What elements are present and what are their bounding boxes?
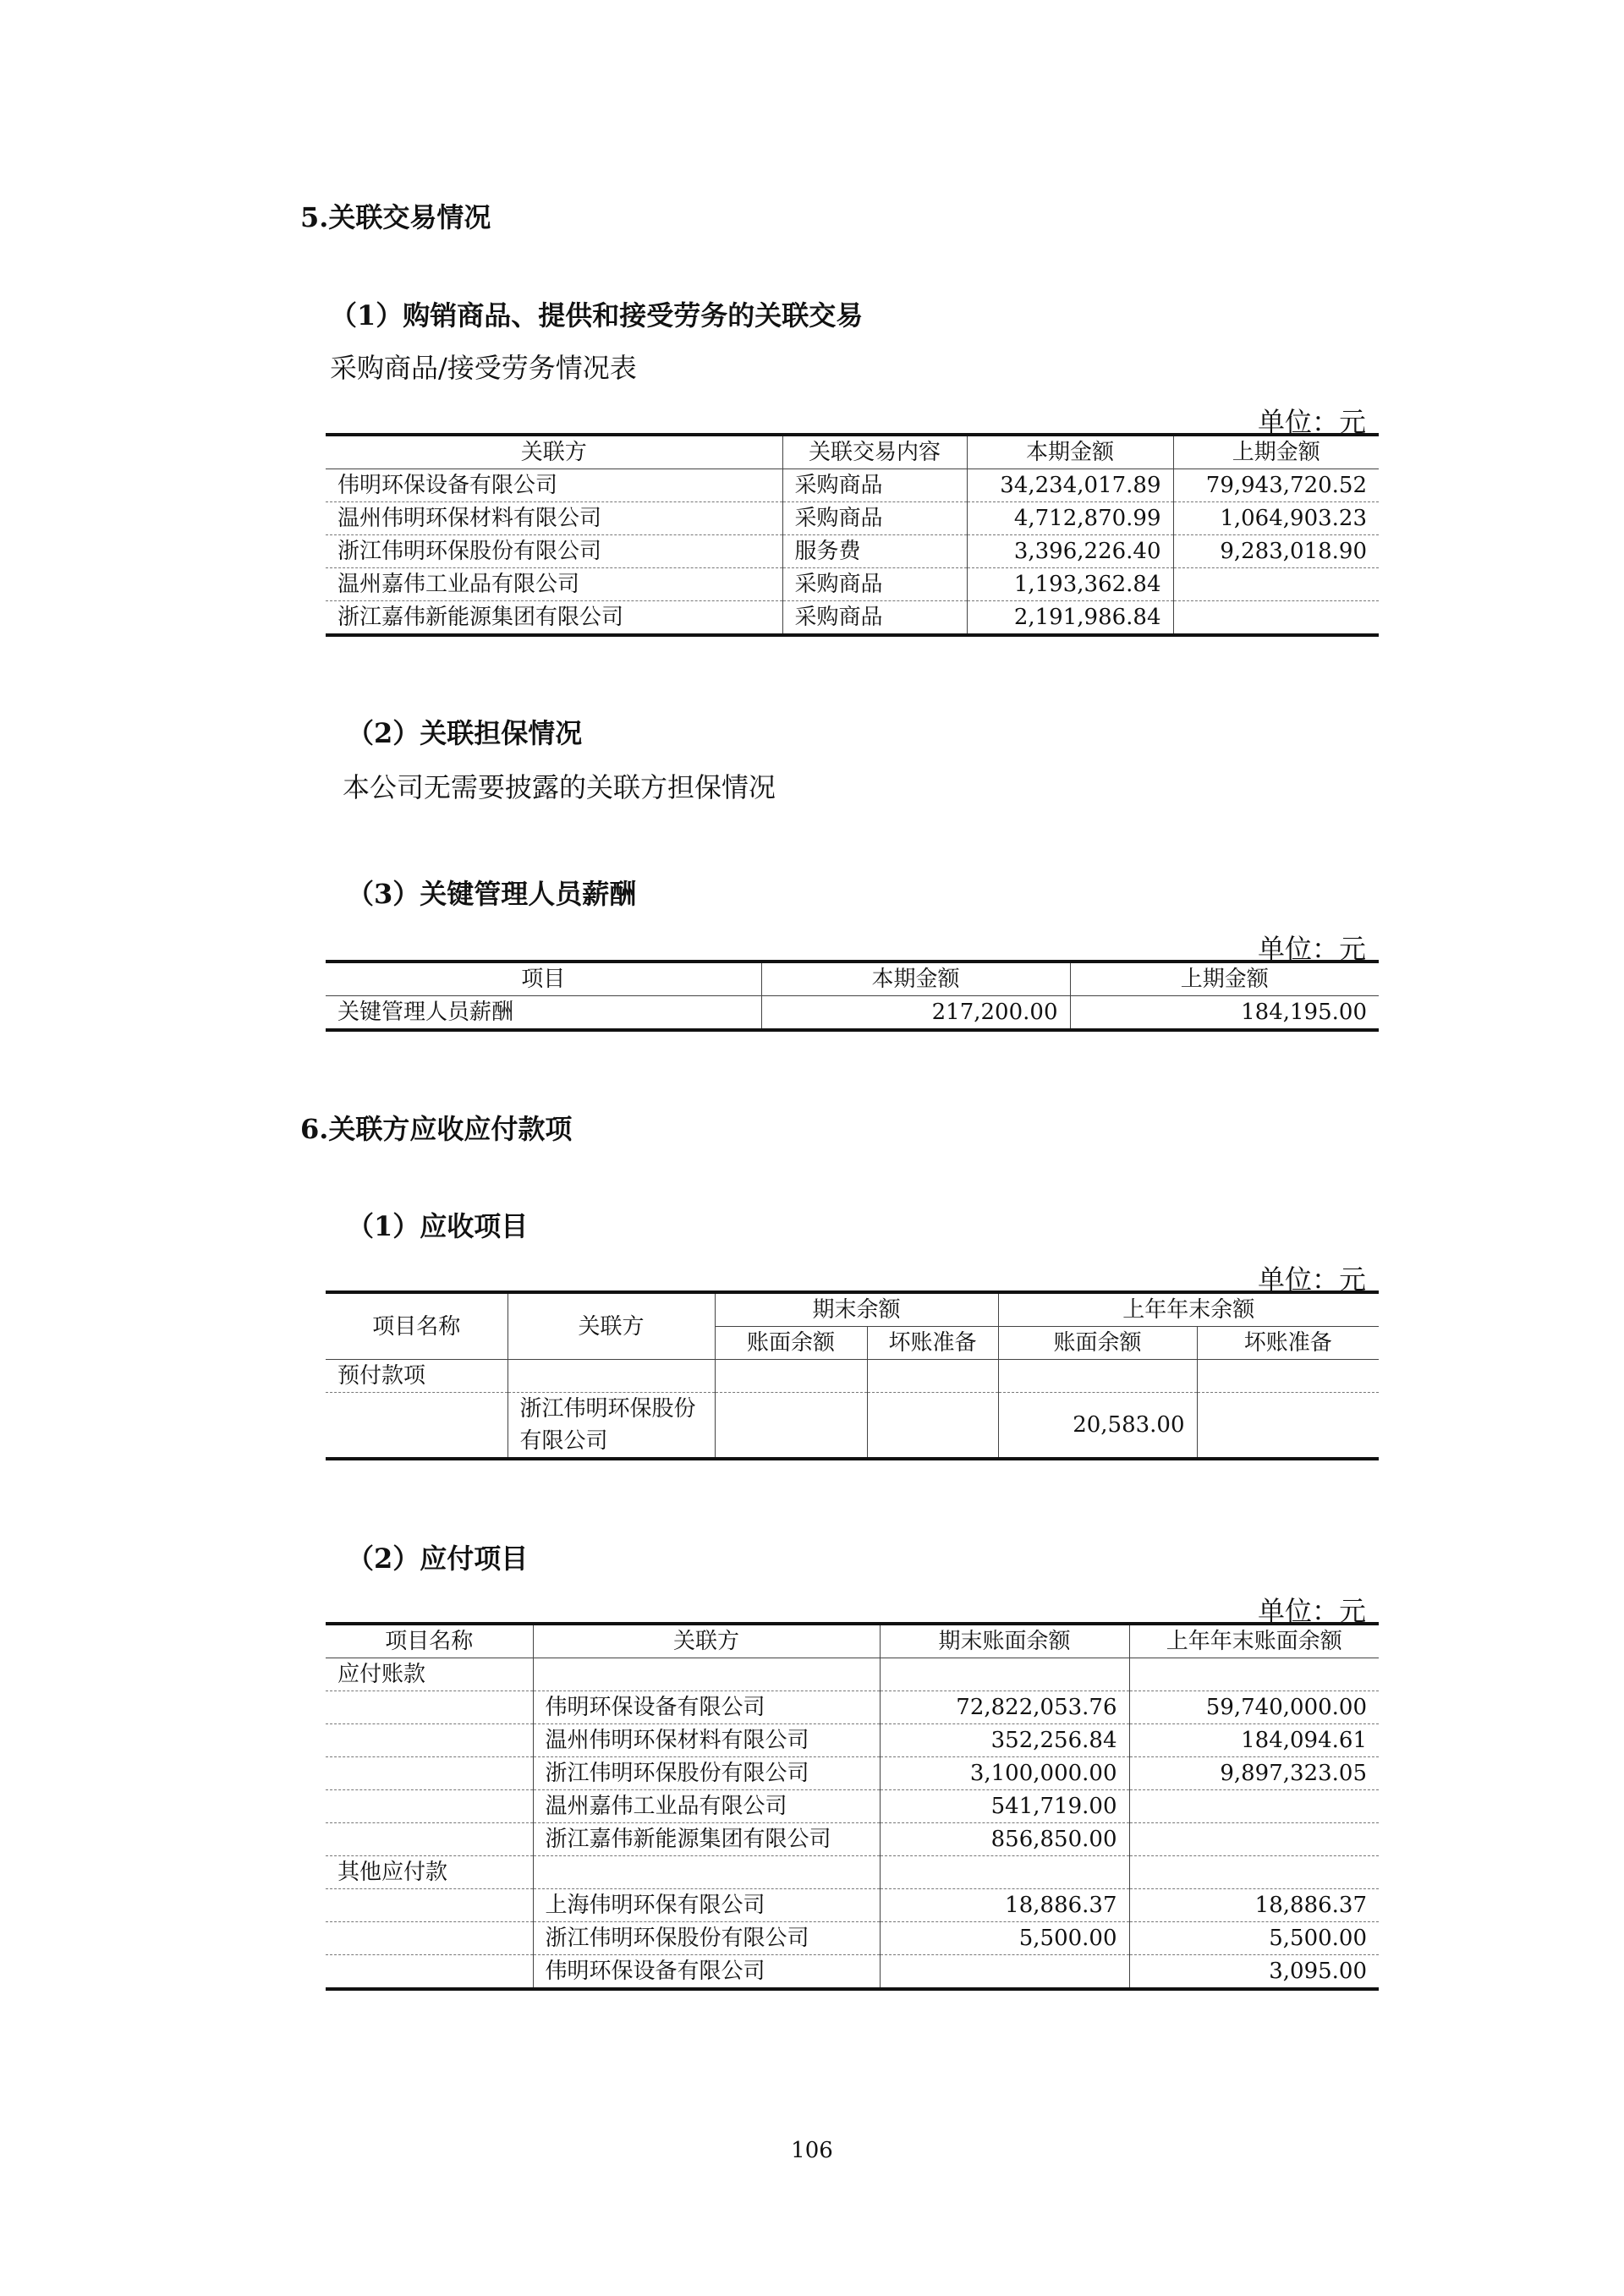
amount-cell xyxy=(1129,1658,1379,1691)
table-row xyxy=(326,469,1379,502)
section-5-2-title: （2）关联担保情况 xyxy=(347,717,583,749)
party-cell: 浙江嘉伟新能源集团有限公司 xyxy=(533,1823,880,1856)
amount-cell: 34,234,017.89 xyxy=(967,469,1173,502)
amount-cell: 9,283,018.90 xyxy=(1173,535,1379,568)
column-header: 账面余额 xyxy=(715,1327,867,1360)
column-header: 项目名称 xyxy=(326,1624,533,1658)
party-cell: 浙江伟明环保股份有限公司 xyxy=(326,535,782,568)
column-header: 本期金额 xyxy=(761,962,1070,996)
table-row xyxy=(326,996,1379,1031)
column-header: 关联方 xyxy=(533,1624,880,1658)
section-5-2-text: 本公司无需要披露的关联方担保情况 xyxy=(343,771,776,803)
amount-cell: 3,396,226.40 xyxy=(967,535,1173,568)
amount-cell: 184,094.61 xyxy=(1129,1724,1379,1757)
content-cell: 服务费 xyxy=(782,535,967,568)
table-row xyxy=(326,1691,1379,1724)
party-cell: 上海伟明环保有限公司 xyxy=(533,1889,880,1922)
content-cell: 采购商品 xyxy=(782,601,967,636)
party-cell: 温州嘉伟工业品有限公司 xyxy=(326,568,782,601)
party-cell: 温州嘉伟工业品有限公司 xyxy=(533,1790,880,1823)
amount-cell: 5,500.00 xyxy=(1129,1922,1379,1955)
amount-cell xyxy=(1129,1823,1379,1856)
table-row xyxy=(326,535,1379,568)
party-cell: 浙江嘉伟新能源集团有限公司 xyxy=(326,601,782,636)
column-header: 关联方 xyxy=(508,1292,715,1360)
party-cell: 浙江伟明环保股份有限公司 xyxy=(508,1393,715,1460)
section-5-3-title: （3）关键管理人员薪酬 xyxy=(347,878,637,910)
amount-cell: 3,100,000.00 xyxy=(880,1757,1129,1790)
salary-table xyxy=(326,960,1379,1032)
amount-cell: 856,850.00 xyxy=(880,1823,1129,1856)
amount-cell xyxy=(1173,601,1379,636)
amount-cell: 9,897,323.05 xyxy=(1129,1757,1379,1790)
table-row xyxy=(326,1922,1379,1955)
amount-cell xyxy=(715,1393,867,1460)
item-cell: 应付账款 xyxy=(326,1658,533,1691)
table-row xyxy=(326,1393,1379,1460)
amount-cell xyxy=(867,1360,998,1393)
column-header: 关联方 xyxy=(326,435,782,469)
amount-cell: 541,719.00 xyxy=(880,1790,1129,1823)
party-cell xyxy=(508,1360,715,1393)
item-cell xyxy=(326,1790,533,1823)
amount-cell xyxy=(1129,1790,1379,1823)
item-cell xyxy=(326,1757,533,1790)
party-cell: 伟明环保设备有限公司 xyxy=(533,1955,880,1990)
amount-cell: 59,740,000.00 xyxy=(1129,1691,1379,1724)
table-row xyxy=(326,1889,1379,1922)
column-header: 关联交易内容 xyxy=(782,435,967,469)
amount-cell xyxy=(1197,1360,1379,1393)
amount-cell xyxy=(880,1856,1129,1889)
table-row xyxy=(326,502,1379,535)
item-cell: 预付款项 xyxy=(326,1360,508,1393)
column-header: 项目名称 xyxy=(326,1292,508,1360)
section-5-1-title: （1）购销商品、提供和接受劳务的关联交易 xyxy=(330,299,864,332)
table-row xyxy=(326,1790,1379,1823)
purchase-table xyxy=(326,433,1379,637)
amount-cell xyxy=(1197,1393,1379,1460)
amount-cell: 18,886.37 xyxy=(880,1889,1129,1922)
payable-table xyxy=(326,1622,1379,1991)
unit-label: 单位：元 xyxy=(1257,406,1366,438)
amount-cell xyxy=(1129,1856,1379,1889)
item-cell xyxy=(326,1955,533,1990)
unit-label: 单位：元 xyxy=(1257,1595,1366,1627)
content-cell: 采购商品 xyxy=(782,502,967,535)
column-header: 坏账准备 xyxy=(1197,1327,1379,1360)
item-cell xyxy=(326,1922,533,1955)
unit-label: 单位：元 xyxy=(1257,1263,1366,1296)
page-number: 106 xyxy=(791,2138,833,2163)
party-cell: 伟明环保设备有限公司 xyxy=(533,1691,880,1724)
amount-cell xyxy=(867,1393,998,1460)
column-header: 项目 xyxy=(326,962,761,996)
amount-cell xyxy=(880,1658,1129,1691)
item-cell xyxy=(326,1889,533,1922)
section-5-1-caption: 采购商品/接受劳务情况表 xyxy=(330,352,637,384)
party-cell: 温州伟明环保材料有限公司 xyxy=(533,1724,880,1757)
column-header: 本期金额 xyxy=(967,435,1173,469)
amount-cell: 79,943,720.52 xyxy=(1173,469,1379,502)
table-row xyxy=(326,1856,1379,1889)
table-row xyxy=(326,1724,1379,1757)
amount-cell: 2,191,986.84 xyxy=(967,601,1173,636)
table-row xyxy=(326,1658,1379,1691)
table-row xyxy=(326,1757,1379,1790)
party-cell: 温州伟明环保材料有限公司 xyxy=(326,502,782,535)
column-header: 上期金额 xyxy=(1173,435,1379,469)
party-cell xyxy=(533,1658,880,1691)
amount-cell: 217,200.00 xyxy=(761,996,1070,1031)
table-row xyxy=(326,1360,1379,1393)
item-cell xyxy=(326,1691,533,1724)
table-row xyxy=(326,1955,1379,1990)
column-header: 期末余额 xyxy=(715,1292,998,1327)
amount-cell xyxy=(880,1955,1129,1990)
column-header: 坏账准备 xyxy=(867,1327,998,1360)
amount-cell: 72,822,053.76 xyxy=(880,1691,1129,1724)
column-header: 上年年末账面余额 xyxy=(1129,1624,1379,1658)
section-6-2-title: （2）应付项目 xyxy=(347,1543,529,1575)
item-cell: 其他应付款 xyxy=(326,1856,533,1889)
amount-cell: 18,886.37 xyxy=(1129,1889,1379,1922)
amount-cell: 3,095.00 xyxy=(1129,1955,1379,1990)
table-row xyxy=(326,1823,1379,1856)
item-cell xyxy=(326,1823,533,1856)
party-cell: 浙江伟明环保股份有限公司 xyxy=(533,1757,880,1790)
section-6-title: 6.关联方应收应付款项 xyxy=(300,1113,573,1145)
receivable-table xyxy=(326,1290,1379,1460)
amount-cell: 1,193,362.84 xyxy=(967,568,1173,601)
item-cell: 关键管理人员薪酬 xyxy=(326,996,761,1031)
content-cell: 采购商品 xyxy=(782,469,967,502)
amount-cell xyxy=(1173,568,1379,601)
content-cell: 采购商品 xyxy=(782,568,967,601)
table-row xyxy=(326,601,1379,636)
section-6-1-title: （1）应收项目 xyxy=(347,1210,529,1242)
amount-cell: 184,195.00 xyxy=(1070,996,1379,1031)
table-row xyxy=(326,568,1379,601)
column-header: 上年年末余额 xyxy=(998,1292,1379,1327)
party-cell xyxy=(533,1856,880,1889)
amount-cell: 352,256.84 xyxy=(880,1724,1129,1757)
party-cell: 浙江伟明环保股份有限公司 xyxy=(533,1922,880,1955)
amount-cell xyxy=(715,1360,867,1393)
section-5-title: 5.关联交易情况 xyxy=(300,201,491,233)
amount-cell: 20,583.00 xyxy=(998,1393,1197,1460)
column-header: 期末账面余额 xyxy=(880,1624,1129,1658)
column-header: 账面余额 xyxy=(998,1327,1197,1360)
item-cell xyxy=(326,1724,533,1757)
party-cell: 伟明环保设备有限公司 xyxy=(326,469,782,502)
amount-cell: 4,712,870.99 xyxy=(967,502,1173,535)
unit-label: 单位：元 xyxy=(1257,933,1366,965)
amount-cell: 5,500.00 xyxy=(880,1922,1129,1955)
item-cell xyxy=(326,1393,508,1460)
column-header: 上期金额 xyxy=(1070,962,1379,996)
amount-cell xyxy=(998,1360,1197,1393)
amount-cell: 1,064,903.23 xyxy=(1173,502,1379,535)
